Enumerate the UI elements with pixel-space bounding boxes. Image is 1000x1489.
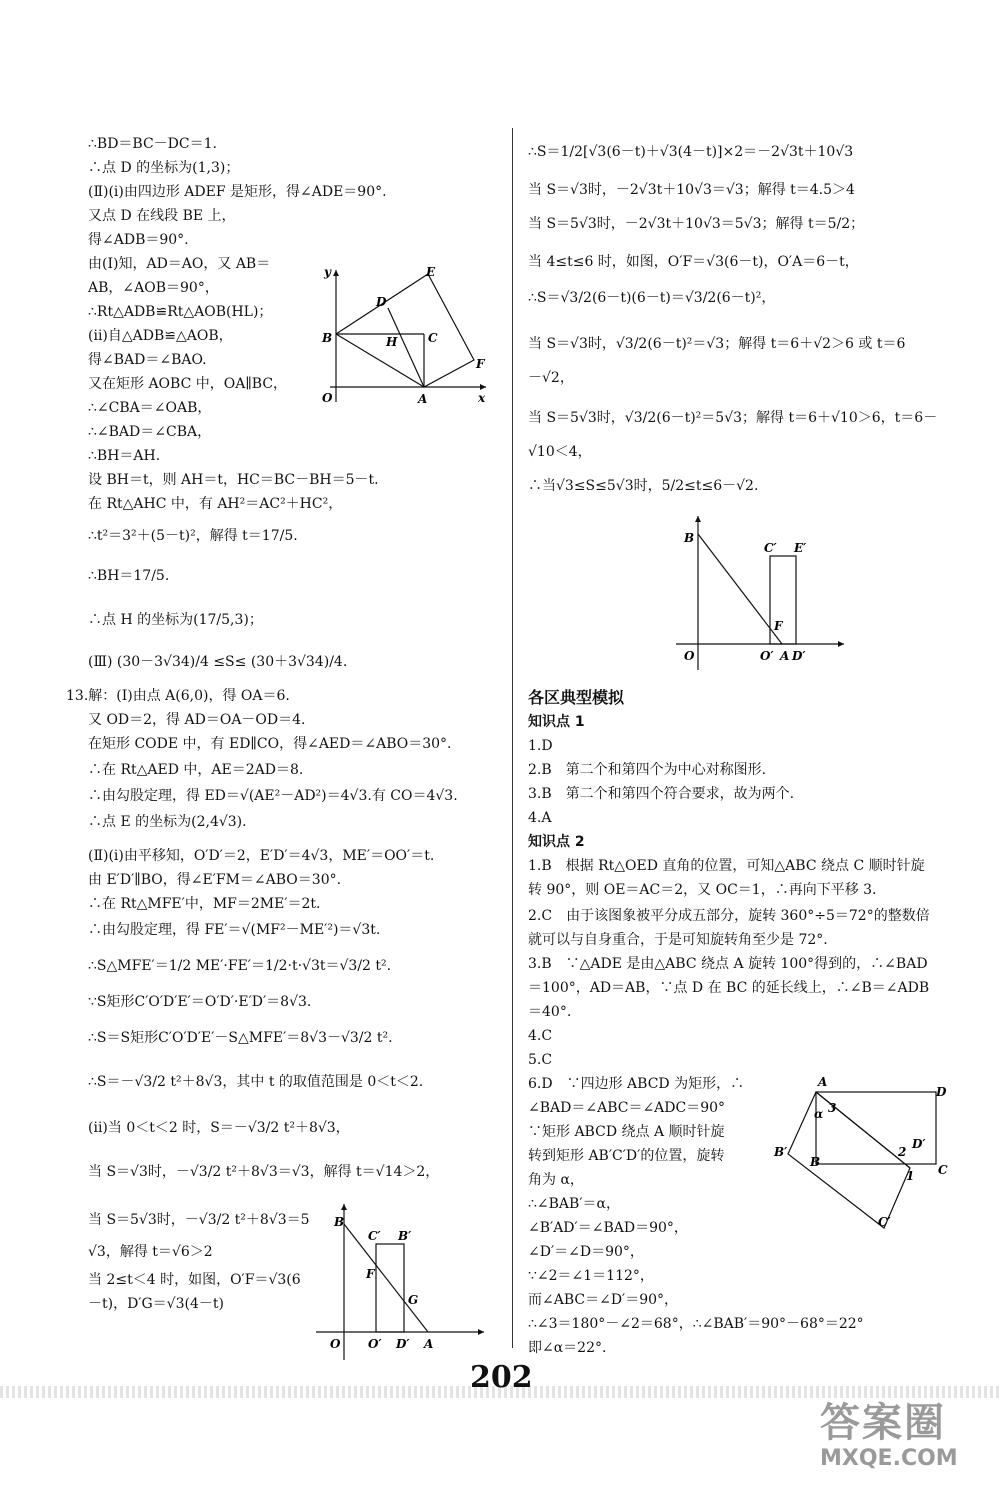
geometry-figure-3 xyxy=(672,512,852,672)
text-line: 即∠α＝22°. xyxy=(528,1340,607,1356)
column-divider xyxy=(512,128,513,1348)
text-line: ＝100°，AD＝AB，∵点 D 在 BC 的延长线上，∴∠B＝∠ADB xyxy=(528,980,930,996)
subheading: 知识点 2 xyxy=(528,834,585,850)
label-angle-2: 2 xyxy=(898,1145,907,1159)
text-line: 在矩形 CODE 中，有 ED∥CO，得∠AED＝∠ABO＝30°. xyxy=(88,736,452,752)
text-line: ∠BAD＝∠ABC＝∠ADC＝90° xyxy=(528,1100,726,1116)
label-B: B xyxy=(322,331,333,345)
label-Cp: C′ xyxy=(764,541,777,555)
text-line: 当 S＝5√3时，√3/2(6－t)²＝5√3；解得 t＝6＋√10＞6，t＝6－ xyxy=(528,410,938,426)
text-line: ∠D′＝∠D＝90°， xyxy=(528,1244,644,1260)
label-E: E xyxy=(426,265,436,279)
text-line: ＝40°. xyxy=(528,1004,572,1020)
text-line: ∴由勾股定理，得 ED＝√(AE²－AD²)＝4√3.有 CO＝4√3. xyxy=(88,788,458,804)
label-angle-1: 1 xyxy=(906,1169,915,1183)
geometry-figure-4 xyxy=(770,1072,956,1232)
text-line: 得∠ADB＝90°. xyxy=(88,232,189,248)
text-line: ∵矩形 ABCD 绕点 A 顺时针旋 xyxy=(528,1124,725,1140)
label-Dp: D′ xyxy=(792,649,806,663)
text-line: ∵∠2＝∠1＝112°， xyxy=(528,1268,654,1284)
text-line: 当 S＝5√3时，－2√3t＋10√3＝5√3；解得 t＝5/2； xyxy=(528,216,865,232)
label-F: F xyxy=(774,619,783,633)
text-line: 2.C 由于该图象被平分成五部分，旋转 360°÷5＝72°的整数倍 xyxy=(528,908,930,924)
text-line: ∴Rt△ADB≌Rt△AOB(HL)； xyxy=(88,304,273,320)
text-line: 1.D xyxy=(528,738,553,754)
text-line: 3.B ∵△ADE 是由△ABC 绕点 A 旋转 100°得到的，∴∠BAD xyxy=(528,956,928,972)
text-line: ∴BH＝AH. xyxy=(88,448,161,464)
text-line: 由 E′D′∥BO，得∠E′FM＝∠ABO＝30°. xyxy=(88,872,342,888)
label-F: F xyxy=(366,1267,375,1281)
text-line: ∴∠CBA＝∠OAB， xyxy=(88,400,212,416)
text-line: 4.A xyxy=(528,810,552,826)
label-A: A xyxy=(818,1075,828,1089)
label-Bp: B′ xyxy=(398,1229,412,1243)
label-G: G xyxy=(408,1293,419,1307)
text-line: 当 2≤t＜4 时，如图，O′F＝√3(6 xyxy=(88,1272,301,1288)
label-C: C xyxy=(428,331,438,345)
text-line: ∴点 E 的坐标为(2,4√3). xyxy=(88,814,247,830)
text-line: 转 90°，则 OE＝AC＝2，又 OC＝1，∴再向下平移 3. xyxy=(528,882,877,898)
label-A: A xyxy=(780,649,790,663)
watermark-url: MXQE.COM xyxy=(820,1446,958,1471)
text-line: 又在矩形 AOBC 中，OA∥BC， xyxy=(88,376,288,392)
text-line: ∴由勾股定理，得 FE′＝√(MF²－ME′²)＝√3t. xyxy=(88,922,381,938)
label-Bp: B′ xyxy=(774,1145,788,1159)
text-line: (ⅱ)自△ADB≌△AOB， xyxy=(88,328,233,344)
geometry-figure-2 xyxy=(312,1200,490,1365)
label-H: H xyxy=(386,335,398,349)
text-line: ∵S矩形C′O′D′E′＝O′D′·E′D′＝8√3. xyxy=(88,994,312,1010)
label-Dp: D′ xyxy=(912,1137,926,1151)
text-line: 2.B 第二个和第四个为中心对称图形. xyxy=(528,762,767,778)
text-line: ∴当√3≤S≤5√3时，5/2≤t≤6－√2. xyxy=(528,478,759,494)
text-line: 得∠BAD＝∠BAO. xyxy=(88,352,207,368)
text-line: －√2， xyxy=(528,370,574,386)
label-B: B xyxy=(810,1155,821,1169)
label-O: O xyxy=(330,1337,341,1351)
text-line: ∴点 D 的坐标为(1,3)； xyxy=(88,160,240,176)
text-line: ∴S△MFE′＝1/2 ME′·FE′＝1/2·t·√3t＝√3/2 t². xyxy=(88,958,392,974)
label-D: D xyxy=(936,1085,947,1099)
text-line: 设 BH＝t，则 AH＝t，HC＝BC－BH＝5－t. xyxy=(88,472,379,488)
label-B: B xyxy=(684,531,695,545)
text-line: 当 S＝√3时，－2√3t＋10√3＝√3；解得 t＝4.5＞4 xyxy=(528,182,855,198)
section-heading: 各区典型模拟 xyxy=(528,688,625,707)
text-line: ∴∠3＝180°－∠2＝68°，∴∠BAB′＝90°－68°＝22° xyxy=(528,1316,864,1332)
label-B: B xyxy=(334,1215,345,1229)
text-line: －t)，D′G＝√3(4－t) xyxy=(88,1296,224,1312)
text-line: (ⅱ)当 0＜t＜2 时，S＝－√3/2 t²＋8√3， xyxy=(88,1120,350,1136)
text-line: 角为 α， xyxy=(528,1172,584,1188)
text-line: 而∠ABC＝∠D′＝90°， xyxy=(528,1292,679,1308)
text-line: 3.B 第二个和第四个符合要求，故为两个. xyxy=(528,786,795,802)
subheading: 知识点 1 xyxy=(528,714,585,730)
text-line: ∴S＝－√3/2 t²＋8√3，其中 t 的取值范围是 0＜t＜2. xyxy=(88,1074,424,1090)
text-line: 又 OD＝2，得 AD＝OA－OD＝4. xyxy=(88,712,306,728)
label-x: x xyxy=(478,391,486,405)
label-Ep: E′ xyxy=(794,541,807,555)
text-line: 转到矩形 AB′C′D′的位置，旋转 xyxy=(528,1148,725,1164)
text-line: 当 S＝√3时，－√3/2 t²＋8√3＝√3，解得 t＝√14＞2， xyxy=(88,1164,440,1180)
label-C: C xyxy=(938,1163,948,1177)
text-line: 当 S＝√3时，√3/2(6－t)²＝√3；解得 t＝6＋√2＞6 或 t＝6 xyxy=(528,336,906,352)
text-line: ∠B′AD′＝∠BAD＝90°， xyxy=(528,1220,688,1236)
text-line: 又点 D 在线段 BE 上， xyxy=(88,208,236,224)
label-O: O xyxy=(684,649,695,663)
text-line: ∴BH＝17/5. xyxy=(88,568,170,584)
watermark-logo xyxy=(820,1400,990,1480)
text-line: ∴S＝√3/2(6－t)(6－t)＝√3/2(6－t)²， xyxy=(528,290,776,306)
watermark-title: 答案圈 xyxy=(820,1400,946,1446)
text-line: 由(Ⅰ)知，AD＝AO，又 AB＝ xyxy=(88,256,271,272)
text-line: ∴S＝1/2[√3(6－t)＋√3(4－t)]×2＝－2√3t＋10√3 xyxy=(528,144,854,160)
text-line: ∴∠BAB′＝α， xyxy=(528,1196,620,1212)
text-line: (Ⅱ)(ⅰ)由四边形 ADEF 是矩形，得∠ADE＝90°. xyxy=(88,184,387,200)
text-line: 就可以与自身重合，于是可知旋转角至少是 72°. xyxy=(528,932,828,948)
text-line: 13.解：(Ⅰ)由点 A(6,0)，得 OA＝6. xyxy=(66,688,290,704)
text-line: 当 S＝5√3时，－√3/2 t²＋8√3＝5 xyxy=(88,1212,310,1228)
text-line: (Ⅲ) (30－3√34)/4 ≤S≤ (30＋3√34)/4. xyxy=(88,654,348,670)
label-A: A xyxy=(424,1337,434,1351)
label-Cp: C′ xyxy=(878,1215,891,1229)
text-line: ∴∠BAD＝∠CBA， xyxy=(88,424,212,440)
text-line: √10＜4， xyxy=(528,444,592,460)
label-alpha: α xyxy=(814,1107,824,1121)
text-line: 5.C xyxy=(528,1052,553,1068)
text-line: ∴点 H 的坐标为(17/5,3)； xyxy=(88,612,263,628)
text-line: ∴S＝S矩形C′O′D′E′－S△MFE′＝8√3－√3/2 t². xyxy=(88,1030,393,1046)
label-D: D xyxy=(376,295,387,309)
text-line: 当 4≤t≤6 时，如图，O′F＝√3(6－t)，O′A＝6－t， xyxy=(528,254,859,270)
label-Cp: C′ xyxy=(368,1229,381,1243)
page-number: 202 xyxy=(470,1360,533,1395)
geometry-figure-1 xyxy=(310,262,490,407)
label-y: y xyxy=(324,265,331,279)
text-line: ∴t²＝3²＋(5－t)²，解得 t＝17/5. xyxy=(88,528,298,544)
text-line: 在 Rt△AHC 中，有 AH²＝AC²＋HC²， xyxy=(88,496,343,512)
label-angle-3: 3 xyxy=(828,1101,837,1115)
label-O: O xyxy=(322,391,333,405)
text-line: √3，解得 t＝√6＞2 xyxy=(88,1244,213,1260)
text-line: 6.D ∵四边形 ABCD 为矩形，∴ xyxy=(528,1076,745,1092)
text-line: (Ⅱ)(ⅰ)由平移知，O′D′＝2，E′D′＝4√3，ME′＝OO′＝t. xyxy=(88,848,435,864)
label-Op: O′ xyxy=(368,1337,382,1351)
text-line: 1.B 根据 Rt△OED 直角的位置，可知△ABC 绕点 C 顺时针旋 xyxy=(528,858,925,874)
text-line: AB，∠AOB＝90°， xyxy=(88,280,219,296)
text-line: ∴BD＝BC－DC＝1. xyxy=(88,136,217,152)
text-line: 4.C xyxy=(528,1028,553,1044)
text-line: ∴在 Rt△AED 中，AE＝2AD＝8. xyxy=(88,762,304,778)
label-Op: O′ xyxy=(760,649,774,663)
text-line: ∴在 Rt△MFE′中，MF＝2ME′＝2t. xyxy=(88,896,321,912)
label-Dp: D′ xyxy=(396,1337,410,1351)
label-F: F xyxy=(476,357,485,371)
label-A: A xyxy=(418,392,428,406)
